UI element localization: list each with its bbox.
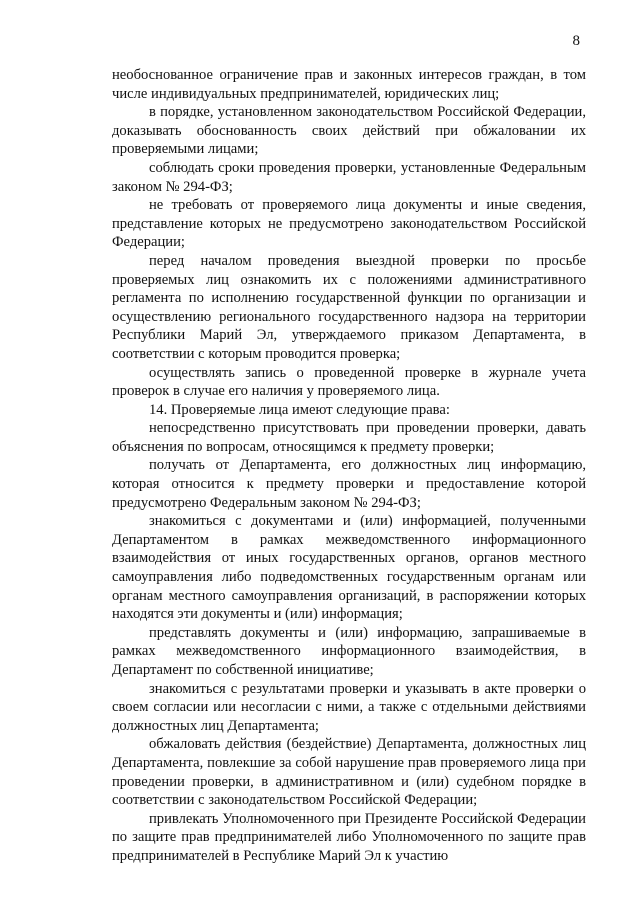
paragraph: 14. Проверяемые лица имеют следующие права:: [149, 401, 450, 418]
paragraph: в порядке, установленном законодательством Российской Федерации, доказывать обоснованность своих действий при обжаловании их проверяемыми лицами;: [112, 104, 586, 158]
paragraph: знакомиться с документами и (или) информацией, полученными Департаментом в рамках межведомственного информационного взаимодействия от иных государственных органов, органов местного самоуправления либо подведомственных государственным органам или органам местного самоуправления организаций, в распоряжении которых находятся эти документы и (или) информация;: [112, 513, 586, 623]
paragraph: необоснованное ограничение прав и законных интересов граждан, в том числе индивидуальных предпринимателей, юридических лиц;: [112, 67, 586, 102]
paragraph: привлекать Уполномоченного при Президенте Российской Федерации по защите прав предпринимателей либо Уполномоченного по защите прав предпринимателей в Республике Марий Эл к участию: [112, 810, 586, 864]
document-body: [112, 66, 586, 866]
paragraph: не требовать от проверяемого лица документы и иные сведения, представление которых не предусмотрено законодательством Российской Федерации;: [112, 197, 586, 251]
paragraph: представлять документы и (или) информацию, запрашиваемые в рамках межведомственного информационного взаимодействия, в Департамент по собственной инициативе;: [112, 624, 586, 678]
paragraph: непосредственно присутствовать при проведении проверки, давать объяснения по вопросам, относящимся к предмету проверки;: [112, 420, 586, 455]
paragraph: перед началом проведения выездной проверки по просьбе проверяемых лиц ознакомить их с положениями административного регламента по исполнению государственной функции по организации и осуществлению регионального государственного надзора на территории Республики Марий Эл, утверждаемого приказом Департамента, в соответствии с которым проводится проверка;: [112, 252, 586, 362]
page-number: 8: [572, 33, 580, 49]
paragraph: получать от Департамента, его должностных лиц информацию, которая относится к предмету проверки и предоставление которой предусмотрено Федеральным законом № 294-ФЗ;: [112, 457, 586, 511]
paragraph: соблюдать сроки проведения проверки, установленные Федеральным законом № 294-ФЗ;: [112, 159, 586, 195]
paragraph: осуществлять запись о проведенной проверке в журнале учета проверок в случае его наличия у проверяемого лица.: [112, 364, 586, 400]
paragraph: обжаловать действия (бездействие) Департамента, должностных лиц Департамента, повлекшие за собой нарушение прав проверяемого лица при проведении проверки, в административном и (или) судебном порядке в соответствии с законодательством Российской Федерации;: [112, 736, 586, 809]
paragraph: знакомиться с результатами проверки и указывать в акте проверки о своем согласии или несогласии с ними, а также с отдельными действиями должностных лиц Департамента;: [112, 680, 586, 734]
